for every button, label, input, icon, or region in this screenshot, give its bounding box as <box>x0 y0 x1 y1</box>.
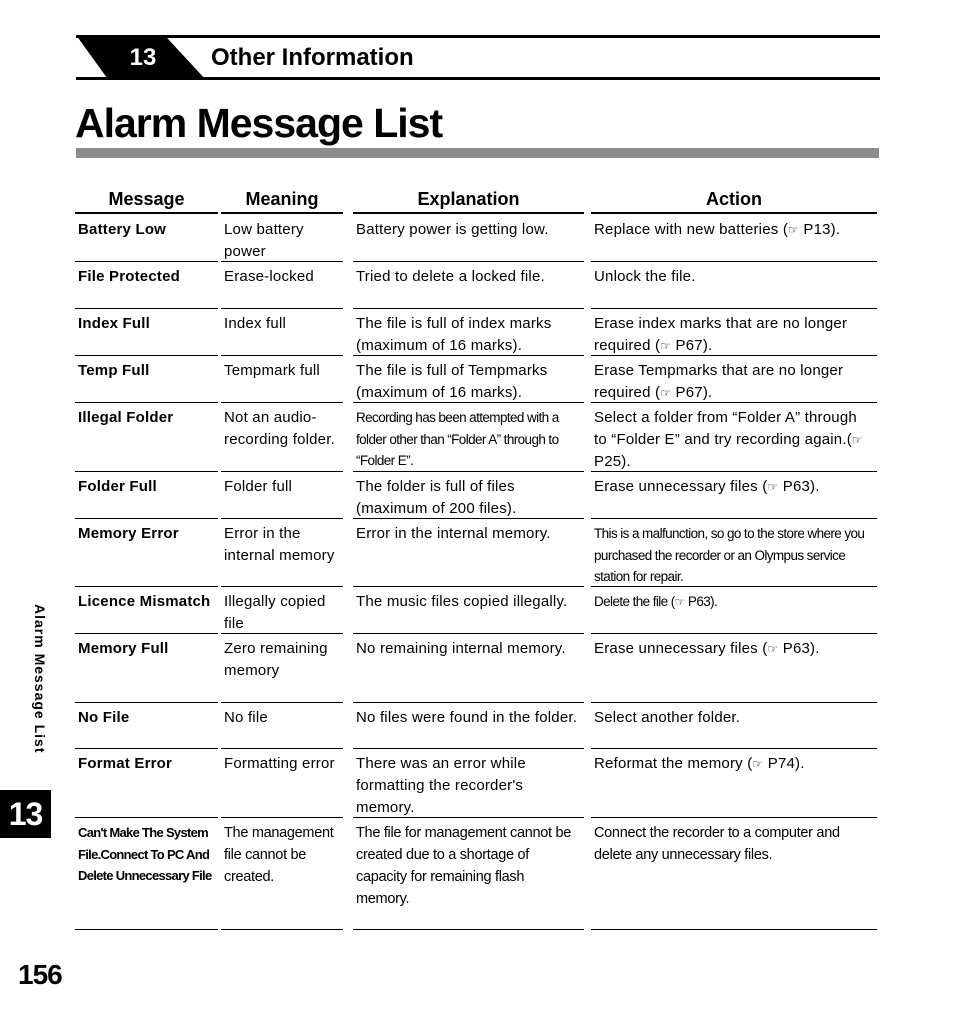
meaning-cell: Index full <box>221 309 343 356</box>
page-number: 156 <box>18 959 62 990</box>
table-row <box>75 587 878 634</box>
message-cell: Can't Make The System File.Connect To PC And Delete Unnecessary File <box>75 818 218 930</box>
action-text: Connect the recorder to a computer and delete any unnecessary files. <box>594 825 840 863</box>
explanation-cell: The folder is full of files (maximum of 200 files). <box>353 472 584 519</box>
action-text-suffix: P67). <box>671 337 713 354</box>
page-reference-icon: ☞ <box>851 433 863 447</box>
table-row <box>75 262 878 309</box>
page-reference-icon: ☞ <box>767 480 779 494</box>
page-reference-icon: ☞ <box>767 642 779 656</box>
page-reference-icon: ☞ <box>674 595 685 609</box>
message-cell: Temp Full <box>75 356 218 403</box>
table-row <box>75 818 878 930</box>
message-cell: Battery Low <box>75 215 218 262</box>
action-text: This is a malfunction, so go to the store where you purchased the recorder or an Olympus service station for repair. <box>594 526 865 584</box>
action-text-suffix: P25). <box>594 453 631 470</box>
action-cell <box>591 215 877 262</box>
message-cell: Illegal Folder <box>75 403 218 472</box>
action-text: Replace with new batteries ( <box>594 221 789 238</box>
action-text: Erase Tempmarks that are no longer required ( <box>594 362 844 401</box>
action-cell <box>591 634 877 703</box>
meaning-cell: Error in the internal memory <box>221 519 343 587</box>
side-chapter-label: Alarm Message List <box>32 604 48 754</box>
section-number: 13 <box>129 44 157 71</box>
action-cell <box>591 262 877 309</box>
title-underline-bar <box>76 148 879 158</box>
explanation-cell: Tried to delete a locked file. <box>353 262 584 309</box>
action-text-suffix: P63). <box>778 640 820 657</box>
message-cell: Licence Mismatch <box>75 587 218 634</box>
section-title: Other Information <box>211 44 414 71</box>
meaning-cell: Formatting error <box>221 749 343 818</box>
explanation-cell: No remaining internal memory. <box>353 634 584 703</box>
table-row <box>75 703 878 749</box>
page-title: Alarm Message List <box>75 100 443 146</box>
message-cell: Memory Error <box>75 519 218 587</box>
action-cell <box>591 703 877 749</box>
page-reference-icon: ☞ <box>660 339 672 353</box>
message-cell: Folder Full <box>75 472 218 519</box>
action-cell <box>591 472 877 519</box>
action-text-suffix: P63). <box>778 478 820 495</box>
action-text: Unlock the file. <box>594 268 696 285</box>
meaning-cell: Erase-locked <box>221 262 343 309</box>
action-text: Delete the file ( <box>594 594 675 609</box>
header-message: Message <box>75 186 218 214</box>
header-action: Action <box>591 186 877 214</box>
meaning-cell: No file <box>221 703 343 749</box>
meaning-cell: Not an audio-recording folder. <box>221 403 343 472</box>
explanation-cell: Battery power is getting low. <box>353 215 584 262</box>
action-cell <box>591 587 877 634</box>
alarm-message-table <box>75 186 878 930</box>
action-text-suffix: P67). <box>671 384 713 401</box>
message-cell: Format Error <box>75 749 218 818</box>
action-cell <box>591 309 877 356</box>
page-reference-icon: ☞ <box>752 757 764 771</box>
header-meaning: Meaning <box>221 186 343 214</box>
message-cell: File Protected <box>75 262 218 309</box>
explanation-cell: The file is full of index marks (maximum of 16 marks). <box>353 309 584 356</box>
table-row <box>75 215 878 262</box>
action-cell <box>591 749 877 818</box>
action-text: Reformat the memory ( <box>594 755 753 772</box>
table-header-row <box>75 186 878 215</box>
meaning-cell: Tempmark full <box>221 356 343 403</box>
section-header-top-rule <box>76 35 880 38</box>
explanation-cell: Recording has been attempted with a folder other than “Folder A” through to “Folder E”. <box>353 403 584 472</box>
table-row <box>75 749 878 818</box>
page-reference-icon: ☞ <box>660 386 672 400</box>
message-cell: Memory Full <box>75 634 218 703</box>
meaning-cell: Folder full <box>221 472 343 519</box>
table-row <box>75 309 878 356</box>
table-row <box>75 403 878 472</box>
header-explanation: Explanation <box>353 186 584 214</box>
page-reference-icon: ☞ <box>788 223 799 237</box>
table-row <box>75 356 878 403</box>
action-text: Select another folder. <box>594 709 741 726</box>
meaning-cell: Zero remaining memory <box>221 634 343 703</box>
meaning-cell: The management file cannot be created. <box>221 818 343 930</box>
explanation-cell: The file for management cannot be created due to a shortage of capacity for remaining flash memory. <box>353 818 584 930</box>
table-row <box>75 472 878 519</box>
action-text: Select a folder from “Folder A” through to “Folder E” and try recording again.( <box>594 409 857 448</box>
message-cell: No File <box>75 703 218 749</box>
message-cell: Index Full <box>75 309 218 356</box>
action-text: Erase unnecessary files ( <box>594 478 768 495</box>
action-text-suffix: P13). <box>799 221 841 238</box>
explanation-cell: The file is full of Tempmarks (maximum of 16 marks). <box>353 356 584 403</box>
action-cell <box>591 519 877 587</box>
table-row <box>75 634 878 703</box>
meaning-cell: Low battery power <box>221 215 343 262</box>
explanation-cell: No files were found in the folder. <box>353 703 584 749</box>
explanation-cell: Error in the internal memory. <box>353 519 584 587</box>
action-cell <box>591 356 877 403</box>
action-text-suffix: P63). <box>684 594 718 609</box>
table-row <box>75 519 878 587</box>
action-text: Erase index marks that are no longer required ( <box>594 315 848 354</box>
explanation-cell: There was an error while formatting the recorder's memory. <box>353 749 584 818</box>
meaning-cell: Illegally copied file <box>221 587 343 634</box>
action-text-suffix: P74). <box>763 755 805 772</box>
action-text: Erase unnecessary files ( <box>594 640 768 657</box>
action-cell <box>591 403 877 472</box>
action-cell <box>591 818 877 930</box>
explanation-cell: The music files copied illegally. <box>353 587 584 634</box>
side-chapter-tab: 13 <box>0 790 51 838</box>
